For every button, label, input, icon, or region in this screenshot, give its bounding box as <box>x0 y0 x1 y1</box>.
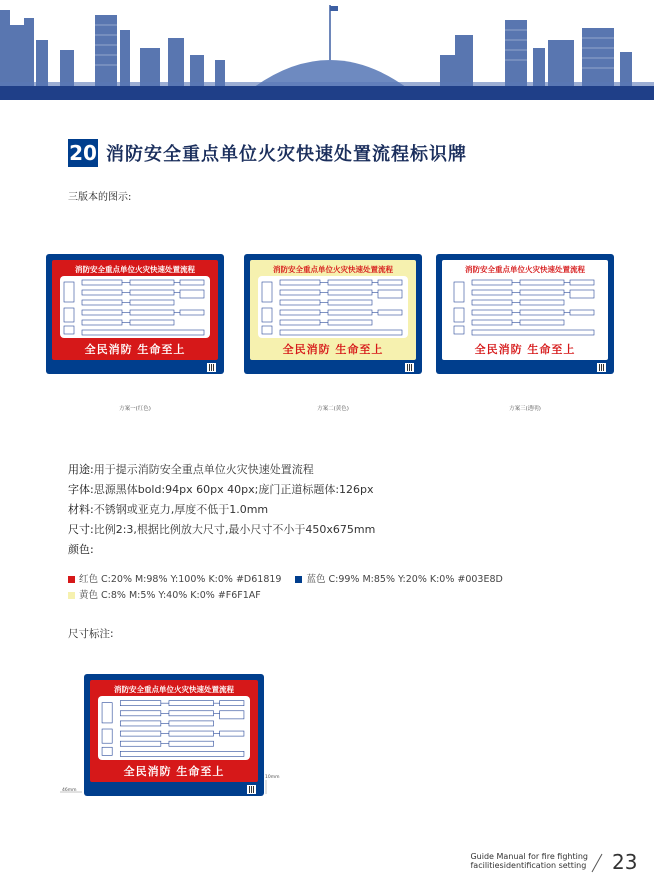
board-title: 消防安全重点单位火灾快速处置流程 <box>75 265 195 274</box>
spec-list <box>68 460 608 560</box>
color-red-spec: 红色 C:20% M:98% Y:100% K:0% #D61819 <box>79 574 282 585</box>
swatch-red <box>68 576 75 583</box>
section-number: 20 <box>69 141 97 165</box>
flowchart-diagram <box>450 276 598 338</box>
header-skyline-banner <box>0 0 654 100</box>
spec-material: 材料:不锈钢或亚克力,厚度不低于1.0mm <box>68 503 269 516</box>
skyline-illustration <box>0 0 654 100</box>
board-slogan: 全民消防 生命至上 <box>282 343 384 356</box>
sign-board-red <box>46 254 224 374</box>
sign-board-dimension <box>84 674 264 796</box>
versions-label: 三版本的图示: <box>68 192 132 203</box>
flowchart-area <box>450 276 600 338</box>
board-title: 消防安全重点单位火灾快速处置流程 <box>114 685 234 694</box>
flowchart-area <box>60 276 210 338</box>
board-slogan: 全民消防 生命至上 <box>474 343 576 356</box>
color-row <box>68 588 628 604</box>
swatch-yellow <box>68 592 75 599</box>
dimension-label: 尺寸标注: <box>68 628 114 640</box>
board-title: 消防安全重点单位火灾快速处置流程 <box>273 265 393 274</box>
qr-code-icon <box>597 363 606 372</box>
sign-board-transparent <box>436 254 614 374</box>
footer-guide-text: Guide Manual for fire fighting facilitiesidentification setting <box>470 852 588 870</box>
flowchart-area <box>98 696 250 760</box>
board-caption-red: 方案一(红色) <box>119 406 151 412</box>
swatch-blue <box>295 576 302 583</box>
dimension-left: 46mm <box>62 788 77 793</box>
board-face <box>442 260 608 360</box>
board-face <box>90 680 258 782</box>
dimension-lines <box>60 780 275 800</box>
board-face <box>250 260 416 360</box>
board-slogan: 全民消防 生命至上 <box>123 765 225 778</box>
board-slogan: 全民消防 生命至上 <box>84 343 186 356</box>
flowchart-diagram <box>60 276 208 338</box>
flowchart-area <box>258 276 408 338</box>
color-blue-spec: 蓝色 C:99% M:85% Y:20% K:0% #003E8D <box>306 574 503 585</box>
color-yellow-spec: 黄色 C:8% M:5% Y:40% K:0% #F6F1AF <box>79 590 261 601</box>
board-title: 消防安全重点单位火灾快速处置流程 <box>465 265 585 274</box>
section-title: 消防安全重点单位火灾快速处置流程标识牌 <box>106 144 467 165</box>
spec-color: 颜色: <box>68 543 94 556</box>
page-number: 23 <box>612 850 638 874</box>
spec-usage: 用途:用于提示消防安全重点单位火灾快速处置流程 <box>68 463 314 476</box>
footer-slash-divider <box>590 852 604 874</box>
section-heading <box>68 138 467 168</box>
board-caption-transparent: 方案三(透明) <box>509 406 541 412</box>
color-swatches <box>68 572 628 604</box>
qr-code-icon <box>207 363 216 372</box>
board-face <box>52 260 218 360</box>
qr-code-icon <box>405 363 414 372</box>
flowchart-diagram <box>98 696 248 760</box>
spec-size: 尺寸:比例2:3,根据比例放大尺寸,最小尺寸不小于450x675mm <box>68 523 376 536</box>
board-caption-yellow: 方案二(黄色) <box>317 406 349 412</box>
flowchart-diagram <box>258 276 406 338</box>
dimension-right: 10mm <box>265 775 280 780</box>
sign-board-yellow <box>244 254 422 374</box>
spec-font: 字体:思源黑体bold:94px 60px 40px;庞门正道标题体:126px <box>68 483 374 496</box>
color-row <box>68 572 628 588</box>
